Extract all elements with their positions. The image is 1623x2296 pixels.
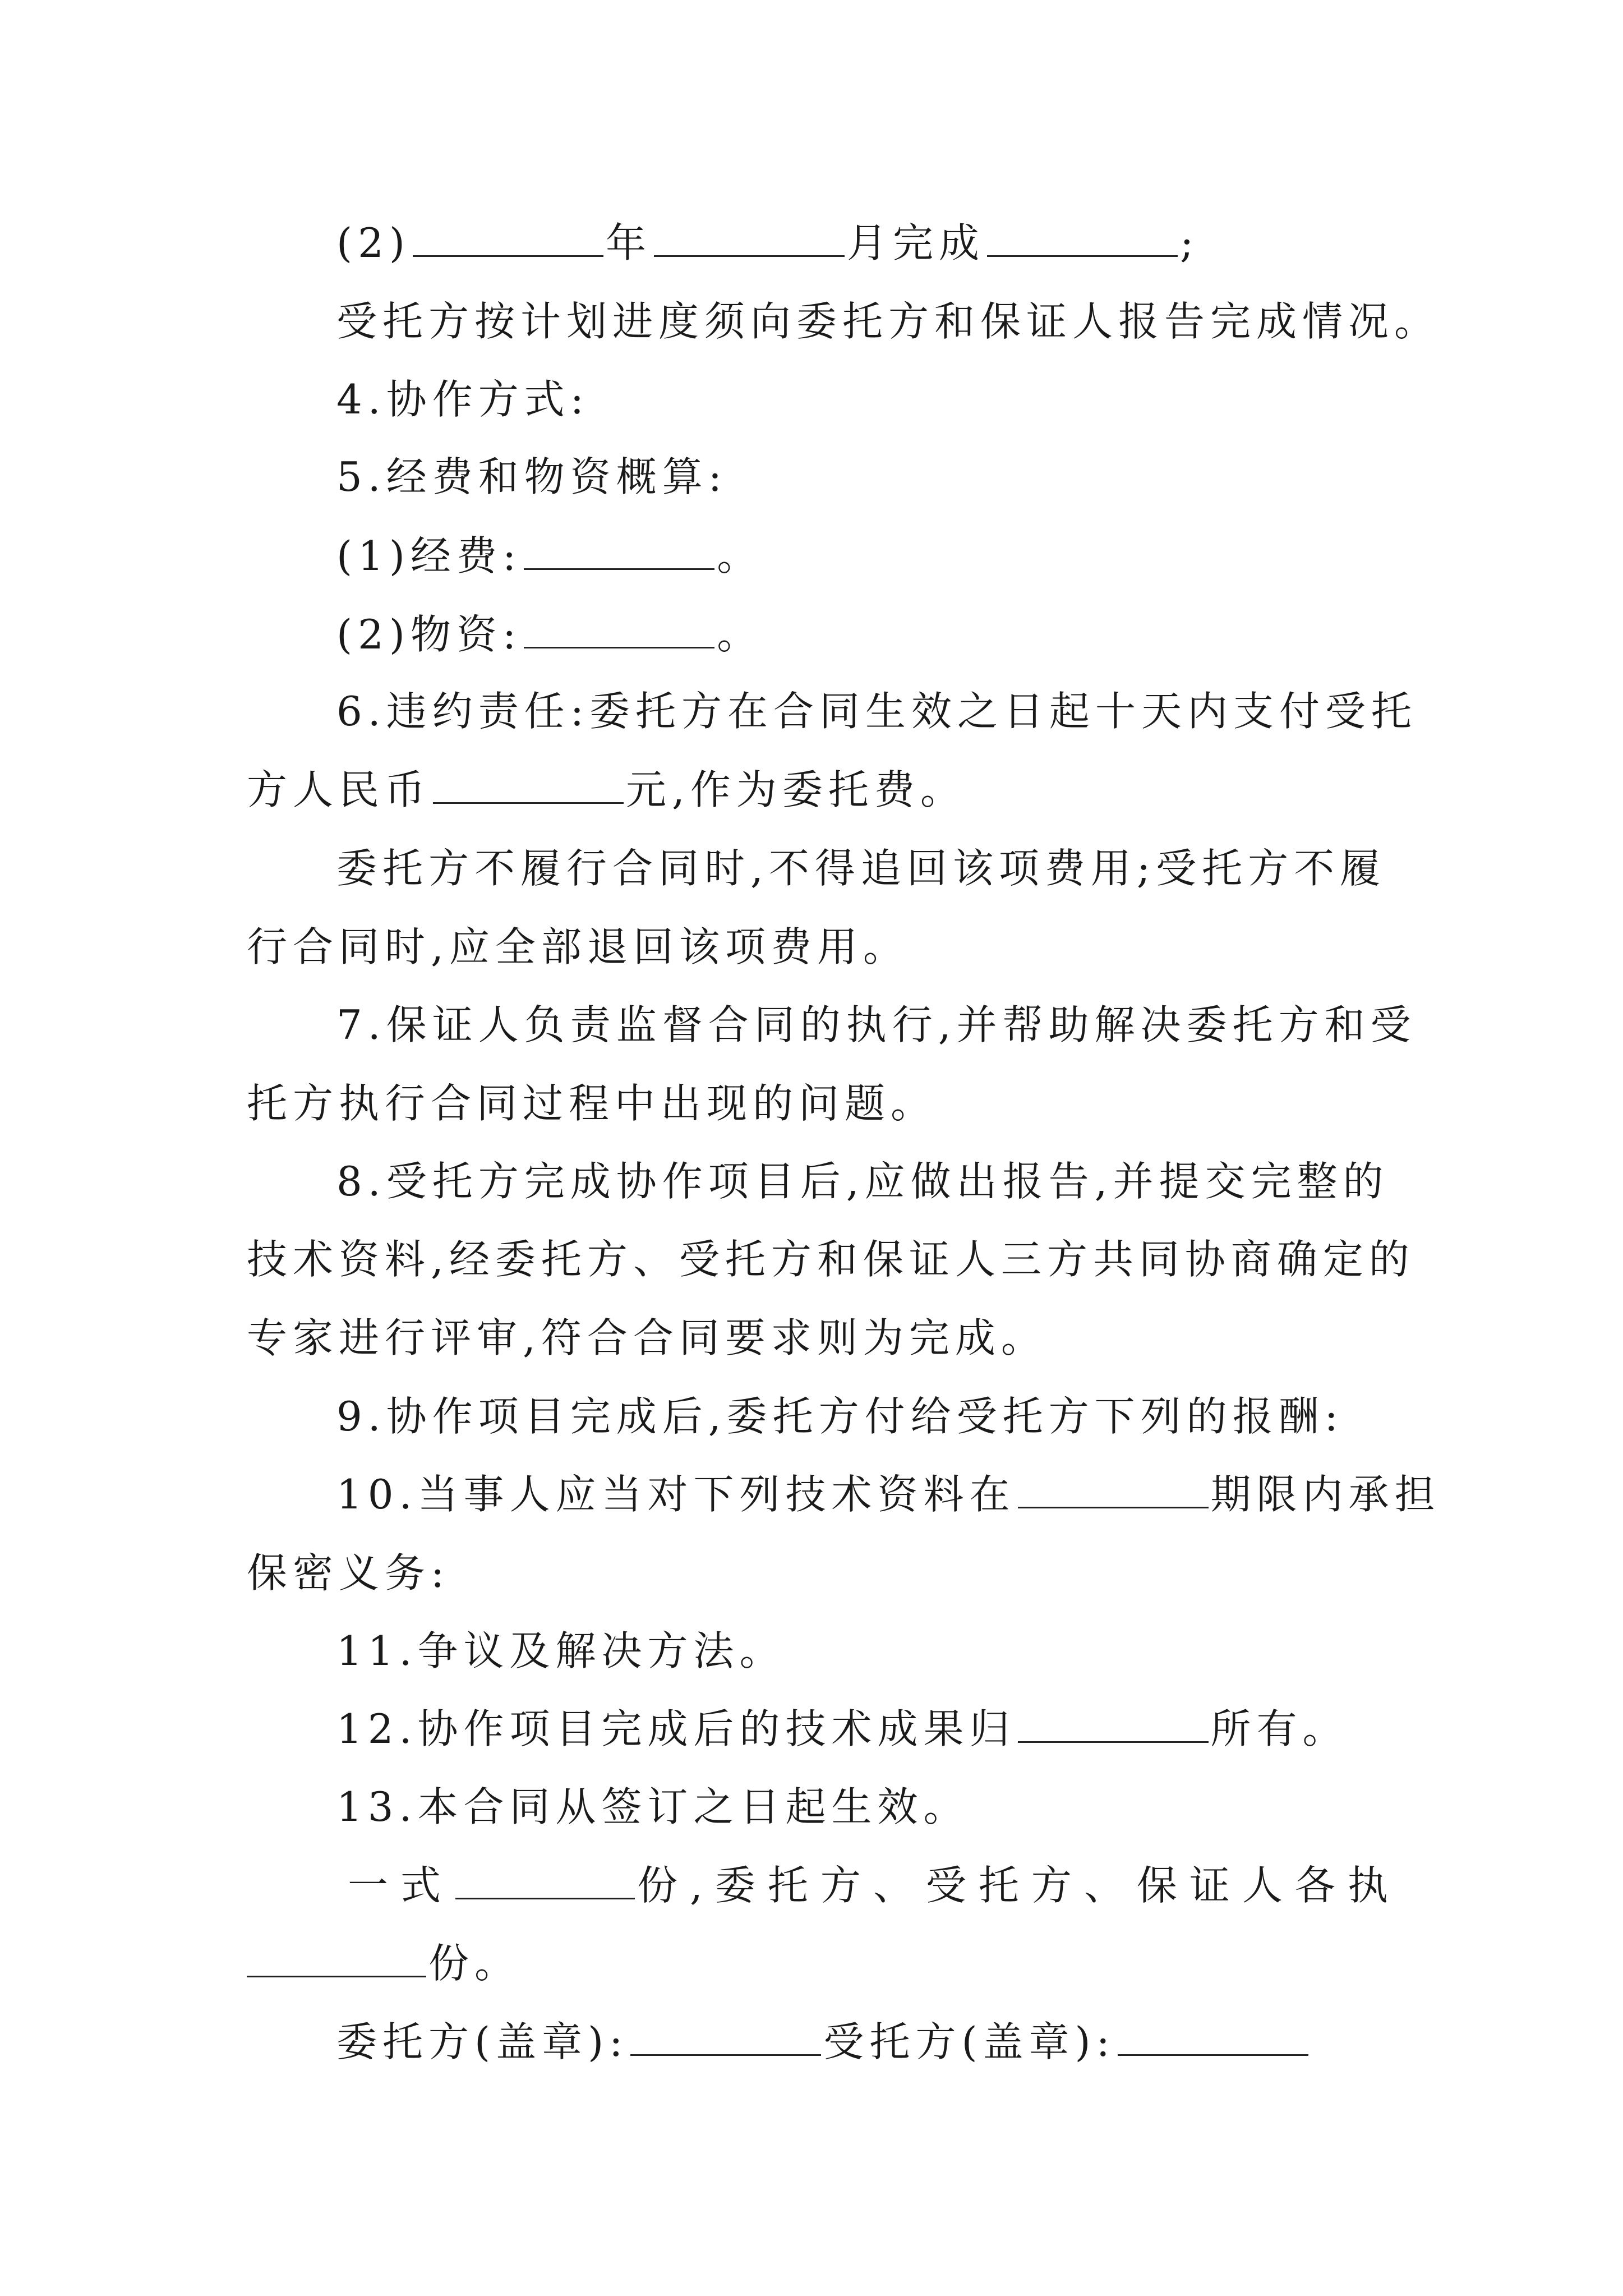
signature-line	[336, 2015, 1623, 2069]
blank-field[interactable]	[1018, 1704, 1209, 1743]
paragraph-continuation: 保密义务:	[247, 1549, 450, 1596]
item-number: (2)	[336, 219, 411, 266]
paragraph-continuation: 行合同时,应全部退回该项费用。	[247, 923, 909, 970]
schedule-line-2	[336, 216, 1623, 270]
punctuation: 。	[717, 611, 763, 658]
label-contractor-seal: 受托方(盖章):	[823, 2018, 1115, 2065]
punctuation: ;	[1180, 219, 1200, 266]
blank-field[interactable]	[1118, 2017, 1308, 2056]
blank-field[interactable]	[987, 218, 1178, 257]
blank-field[interactable]	[1018, 1470, 1209, 1508]
paragraph: 受托方按计划进度须向委托方和保证人报告完成情况。	[336, 298, 1441, 345]
clause-heading: 5.经费和物资概算:	[336, 453, 727, 500]
label-client-seal: 委托方(盖章):	[336, 2018, 629, 2065]
text: 份。	[428, 1940, 521, 1987]
text: 10.当事人应当对下列技术资料在	[336, 1471, 1016, 1518]
label-materials: (2)物资:	[336, 611, 522, 658]
blank-field[interactable]	[433, 765, 624, 804]
blank-field[interactable]	[455, 1861, 635, 1899]
blank-field[interactable]	[654, 218, 845, 257]
label-month-complete: 月完成	[847, 219, 985, 266]
blank-field[interactable]	[247, 1939, 426, 1977]
text: 方人民币	[247, 766, 431, 813]
blank-field[interactable]	[524, 531, 714, 570]
paragraph: 8.受托方完成协作项目后,应做出报告,并提交完整的	[336, 1158, 1389, 1205]
clause-heading: 4.协作方式:	[336, 376, 589, 423]
text: 份,委托方、受托方、保证人各执	[637, 1862, 1400, 1909]
paragraph: 9.协作项目完成后,委托方付给受托方下列的报酬:	[336, 1393, 1344, 1440]
budget-funds-line	[336, 529, 1623, 583]
paragraph-continuation	[247, 763, 1623, 817]
paragraph: 13.本合同从签订之日起生效。	[336, 1783, 970, 1830]
paragraph: 7.保证人负责监督合同的执行,并帮助解决委托方和受	[336, 1001, 1417, 1048]
paragraph	[336, 1467, 1623, 1521]
punctuation: 。	[717, 532, 763, 579]
paragraph: 委托方不履行合同时,不得追回该项费用;受托方不履	[336, 845, 1386, 892]
text: 元,作为委托费。	[626, 766, 966, 813]
text: 所有。	[1210, 1705, 1349, 1752]
blank-field[interactable]	[630, 2017, 821, 2056]
paragraph	[348, 1858, 1623, 1912]
blank-field[interactable]	[524, 610, 714, 648]
label-funds: (1)经费:	[336, 532, 522, 579]
text: 12.协作项目完成后的技术成果归	[336, 1705, 1016, 1752]
paragraph-continuation	[247, 1936, 1623, 1990]
text: 期限内承担	[1210, 1471, 1441, 1518]
budget-materials-line	[336, 608, 1623, 661]
paragraph-continuation: 托方执行合同过程中出现的问题。	[247, 1080, 937, 1127]
text: 一式	[348, 1862, 454, 1909]
paragraph	[336, 1702, 1623, 1756]
paragraph: 6.违约责任:委托方在合同生效之日起十天内支付受托	[336, 688, 1417, 735]
paragraph-continuation: 技术资料,经委托方、受托方和保证人三方共同协商确定的	[247, 1236, 1415, 1283]
paragraph-continuation: 专家进行评审,符合合同要求则为完成。	[247, 1314, 1047, 1361]
label-year: 年	[606, 219, 652, 266]
paragraph: 11.争议及解决方法。	[336, 1627, 786, 1674]
blank-field[interactable]	[413, 218, 603, 257]
